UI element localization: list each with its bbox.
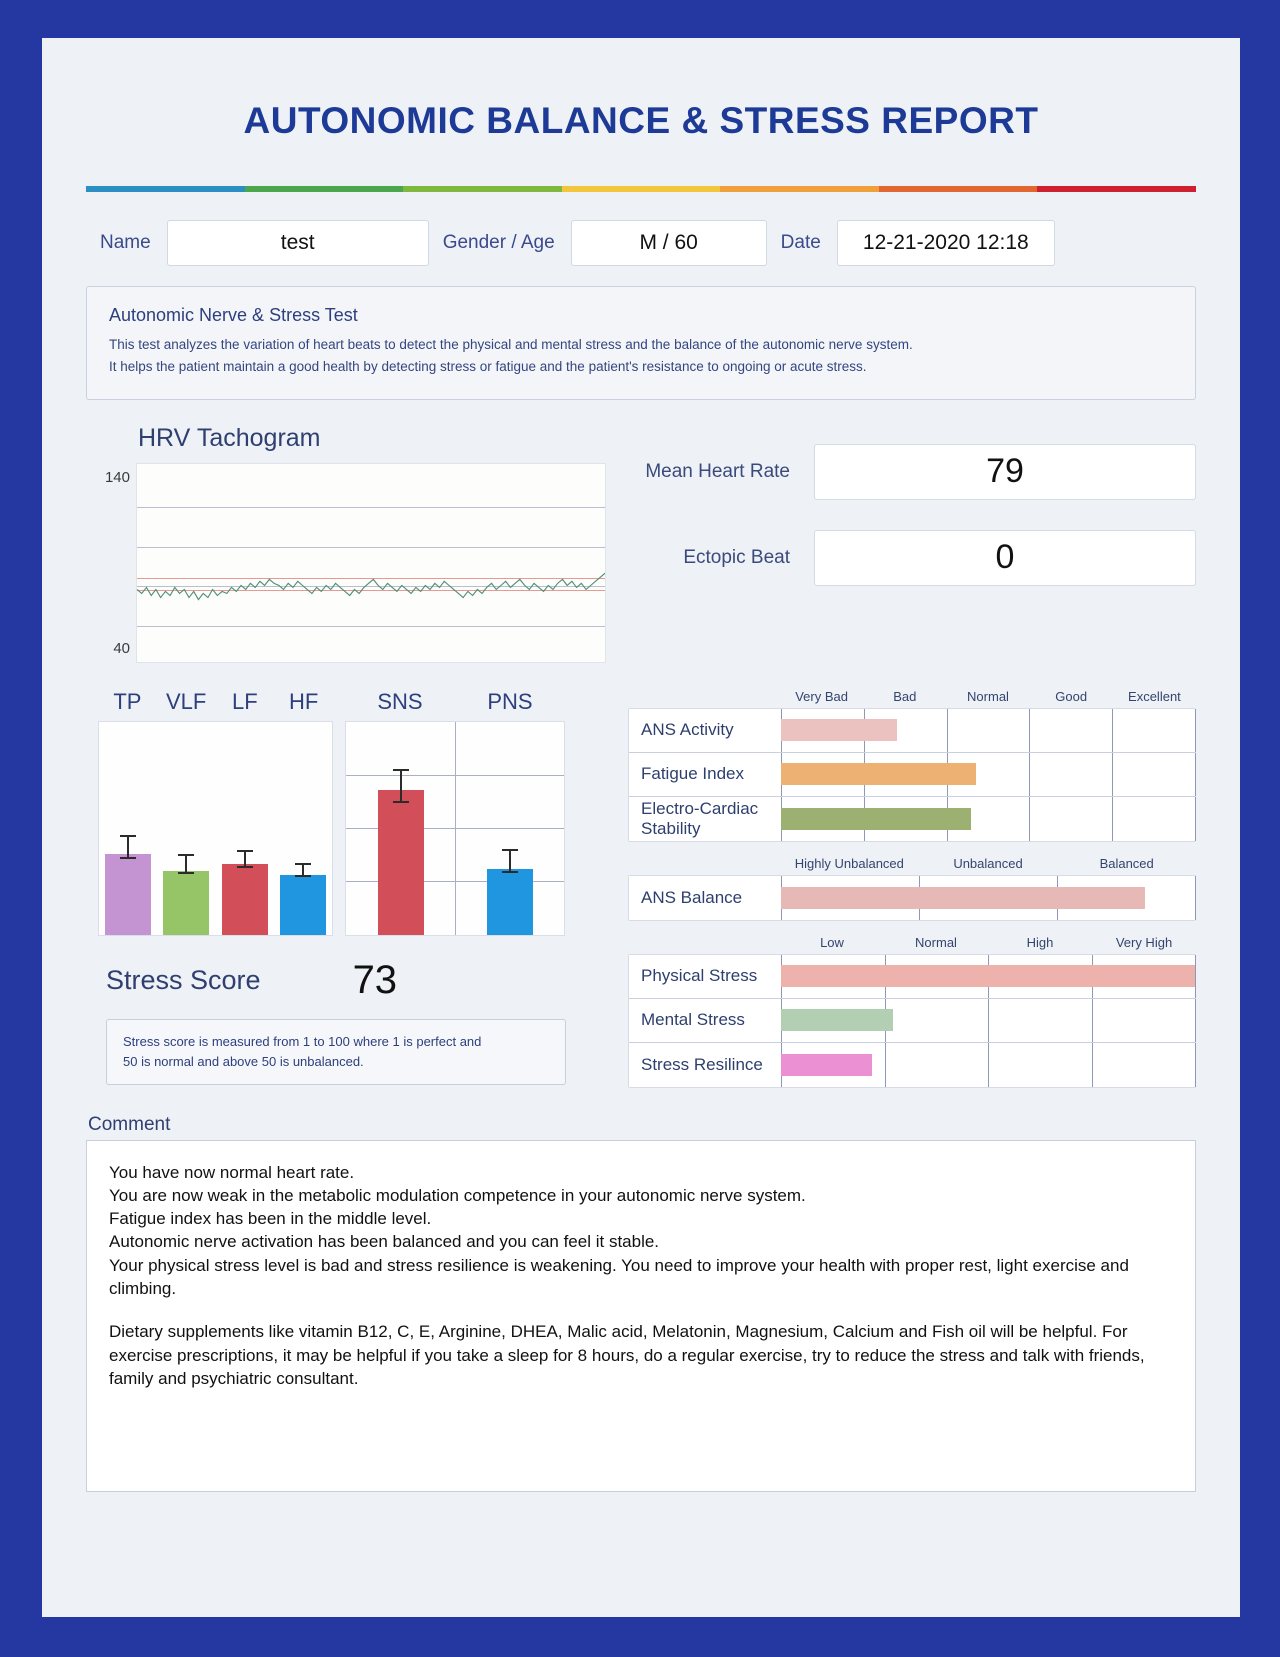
rainbow-segment-4	[720, 186, 879, 192]
scale-header-very-high: Very High	[1115, 934, 1173, 950]
scale-row	[629, 709, 1195, 753]
sns-pns-bars-labels	[345, 689, 565, 715]
bar-label-vlf: VLF	[165, 688, 207, 714]
ectopic-beat-label: Ectopic Beat	[683, 546, 790, 568]
header-spacer	[628, 856, 780, 871]
gender-age-field[interactable]: M / 60	[571, 220, 767, 266]
tachogram-chart	[86, 463, 606, 663]
lower-section	[86, 689, 1196, 1102]
sns-pns-bars	[345, 689, 565, 936]
error-bar-tp	[127, 835, 129, 859]
stress-score-label: Stress Score	[106, 964, 261, 995]
name-label: Name	[100, 232, 151, 253]
scale-track	[781, 753, 1195, 796]
rainbow-segment-2	[403, 186, 562, 192]
bar-cell-vlf	[157, 722, 215, 935]
stress-scale	[628, 935, 1196, 1088]
scale-row	[629, 876, 1195, 920]
scale-tick-5	[1195, 797, 1196, 841]
name-field[interactable]: test	[167, 220, 429, 266]
scale-row-label-stress-resilince: Stress Resilince	[629, 1043, 781, 1087]
report-sheet	[42, 38, 1240, 1617]
spectral-panel	[86, 689, 606, 1102]
scale-tick-3	[1029, 797, 1030, 841]
scale-track	[781, 1043, 1195, 1087]
stress-score-note-line-1: Stress score is measured from 1 to 100 where 1 is perfect and	[123, 1033, 482, 1049]
stress-score-value: 73	[352, 957, 398, 1002]
scale-row	[629, 797, 1195, 841]
identity-row	[86, 220, 1196, 266]
scale-header-normal: Normal	[915, 934, 957, 950]
intro-box	[86, 286, 1196, 400]
scale-header-unbalanced: Unbalanced	[953, 855, 1023, 871]
scale-tick-4	[1195, 999, 1196, 1042]
comment-line-1: You are now weak in the metabolic modulation competence in your autonomic nerve system.	[109, 1185, 806, 1205]
comment-line-2: Fatigue index has been in the middle level.	[109, 1209, 432, 1229]
rainbow-divider	[86, 186, 1196, 192]
header-spacer	[628, 935, 780, 950]
scale-header-low: Low	[820, 934, 844, 950]
scale-bar-fill	[781, 763, 976, 785]
bar-label-hf: HF	[288, 688, 319, 714]
bar-label-tp: TP	[113, 688, 142, 714]
bar-cell-lf	[216, 722, 274, 935]
scale-header-good: Good	[1055, 688, 1088, 704]
scale-bar-fill	[781, 887, 1145, 909]
scale-tick-3	[1092, 999, 1093, 1042]
rainbow-segment-0	[86, 186, 245, 192]
scale-tick-3	[1029, 753, 1030, 796]
scales-panel	[606, 689, 1196, 1102]
stress-scale-body	[628, 954, 1196, 1088]
scale-bar-fill	[781, 808, 971, 830]
bar-cell-hf	[274, 722, 332, 935]
bar-tp	[105, 854, 151, 935]
bar-vlf	[163, 871, 209, 935]
vitals-panel	[606, 418, 1196, 663]
comment-box	[86, 1140, 1196, 1492]
tachogram-y-min: 40	[113, 639, 130, 657]
scale-row-label-fatigue-index: Fatigue Index	[629, 753, 781, 796]
hrv-spectral-bars	[98, 689, 333, 936]
tachogram-y-max: 140	[104, 468, 130, 486]
scale-row-label-electro-cardiac-stability: Electro-Cardiac Stability	[629, 797, 781, 841]
ans-balance-scale-headers	[628, 856, 1196, 871]
date-field[interactable]: 12-21-2020 12:18	[837, 220, 1055, 266]
ectopic-beat-value: 0	[814, 530, 1196, 586]
scale-tick-4	[1195, 955, 1196, 998]
rainbow-segment-6	[1037, 186, 1196, 192]
tachogram-y-axis	[86, 463, 136, 663]
scale-tick-2	[988, 999, 989, 1042]
scale-bar-fill	[781, 965, 1195, 987]
scale-row-label-ans-activity: ANS Activity	[629, 709, 781, 752]
scale-bar-fill	[781, 1009, 893, 1031]
hrv-spectral-bars-labels	[98, 689, 333, 715]
stress-score-row	[86, 958, 606, 1003]
date-label: Date	[780, 232, 821, 253]
scale-track	[781, 876, 1195, 920]
bar-lf	[222, 864, 268, 934]
page-title: AUTONOMIC BALANCE & STRESS REPORT	[243, 100, 1039, 141]
scale-track	[781, 797, 1195, 841]
mean-heart-rate-value: 79	[814, 444, 1196, 500]
ans-balance-scale	[628, 856, 1196, 921]
scale-row-label-ans-balance: ANS Balance	[629, 876, 781, 920]
error-bar-lf	[244, 850, 246, 868]
scale-tick-5	[1195, 753, 1196, 796]
ans-quality-scale	[628, 689, 1196, 842]
bar-label-pns: PNS	[487, 688, 533, 714]
rainbow-segment-3	[562, 186, 721, 192]
ans-quality-scale-body	[628, 708, 1196, 842]
scale-tick-4	[1112, 753, 1113, 796]
stress-score-note	[106, 1019, 566, 1085]
scale-row-label-physical-stress: Physical Stress	[629, 955, 781, 998]
mean-heart-rate-row	[628, 444, 1196, 500]
comment-label: Comment	[88, 1113, 171, 1135]
scale-row	[629, 753, 1195, 797]
scale-header-normal: Normal	[967, 688, 1009, 704]
error-bar-vlf	[185, 854, 187, 874]
tachogram-panel	[86, 418, 606, 663]
scale-row	[629, 999, 1195, 1043]
scale-header-bad: Bad	[893, 688, 917, 704]
ans-balance-scale-body	[628, 875, 1196, 921]
stress-scale-headers	[628, 935, 1196, 950]
scale-row	[629, 1043, 1195, 1087]
bar-label-lf: LF	[232, 688, 258, 714]
rainbow-segment-5	[879, 186, 1038, 192]
scale-row-label-mental-stress: Mental Stress	[629, 999, 781, 1042]
stress-score-note-line-2: 50 is normal and above 50 is unbalanced.	[123, 1053, 364, 1069]
comment-paragraph-2: Dietary supplements like vitamin B12, C, E, Arginine, DHEA, Malic acid, Melatonin, Magnesium, Calcium and Fish oil will be helpful. For exercise prescriptions, it may be helpful if you take a sleep for 8 hours, do a regular exercise, try to reduce the stress and talk with friends, family and psychiatric consultant.	[109, 1322, 1145, 1388]
scale-header-balanced: Balanced	[1099, 855, 1154, 871]
bar-sns	[378, 790, 424, 935]
bar-cell-sns	[346, 722, 455, 935]
bar-label-sns: SNS	[377, 688, 423, 714]
header-spacer	[628, 689, 780, 704]
scale-tick-2	[988, 1043, 989, 1087]
scale-track	[781, 709, 1195, 752]
bar-cell-pns	[455, 722, 564, 935]
scale-tick-5	[1195, 709, 1196, 752]
hrv-spectral-bars-plot	[98, 721, 333, 936]
scale-tick-4	[1112, 709, 1113, 752]
error-bar-hf	[302, 863, 304, 877]
scale-header-high: High	[1026, 934, 1054, 950]
error-bar-sns	[400, 769, 402, 803]
sns-pns-bars-series	[346, 722, 564, 935]
scale-header-highly-unbalanced: Highly Unbalanced	[794, 855, 904, 871]
scale-tick-1	[885, 1043, 886, 1087]
bar-cell-tp	[99, 722, 157, 935]
intro-line-1: This test analyzes the variation of heart beats to detect the physical and mental stress and the balance of the autonomic nerve system.	[109, 337, 913, 352]
scale-tick-3	[1092, 1043, 1093, 1087]
comment-line-4: Your physical stress level is bad and stress resilience is weakening. You need to improve your health with proper rest, light exercise and climbing.	[109, 1255, 1129, 1298]
comment-line-3: Autonomic nerve activation has been balanced and you can feel it stable.	[109, 1232, 660, 1252]
tachogram-plot	[136, 463, 606, 663]
intro-title: Autonomic Nerve & Stress Test	[109, 305, 358, 325]
intro-line-2: It helps the patient maintain a good health by detecting stress or fatigue and the patient's resistance to ongoing or acute stress.	[109, 359, 867, 375]
sns-pns-bars-plot	[345, 721, 565, 936]
bar-hf	[280, 875, 326, 935]
scale-tick-4	[1112, 797, 1113, 841]
scale-header-very-bad: Very Bad	[795, 688, 848, 704]
scale-track	[781, 999, 1195, 1042]
bar-charts	[98, 689, 606, 936]
bar-pns	[487, 869, 533, 935]
rainbow-segment-1	[245, 186, 404, 192]
scale-track	[781, 955, 1195, 998]
error-bar-pns	[509, 849, 511, 873]
scale-bar-fill	[781, 1054, 872, 1076]
comment-spacer	[109, 1300, 1173, 1320]
scale-header-excellent: Excellent	[1128, 688, 1181, 704]
scale-tick-3	[1195, 876, 1196, 920]
scale-tick-2	[947, 709, 948, 752]
tachogram-trace	[137, 464, 605, 663]
hrv-spectral-bars-series	[99, 722, 332, 935]
ectopic-beat-row	[628, 530, 1196, 586]
mid-section	[86, 418, 1196, 663]
comment-line-0: You have now normal heart rate.	[109, 1162, 355, 1182]
mean-heart-rate-label: Mean Heart Rate	[645, 460, 790, 482]
gender-age-label: Gender / Age	[442, 232, 555, 253]
scale-tick-3	[1029, 709, 1030, 752]
ans-quality-scale-headers	[628, 689, 1196, 704]
tachogram-title: HRV Tachogram	[138, 423, 321, 452]
scale-bar-fill	[781, 719, 897, 741]
scale-row	[629, 955, 1195, 999]
scale-tick-4	[1195, 1043, 1196, 1087]
